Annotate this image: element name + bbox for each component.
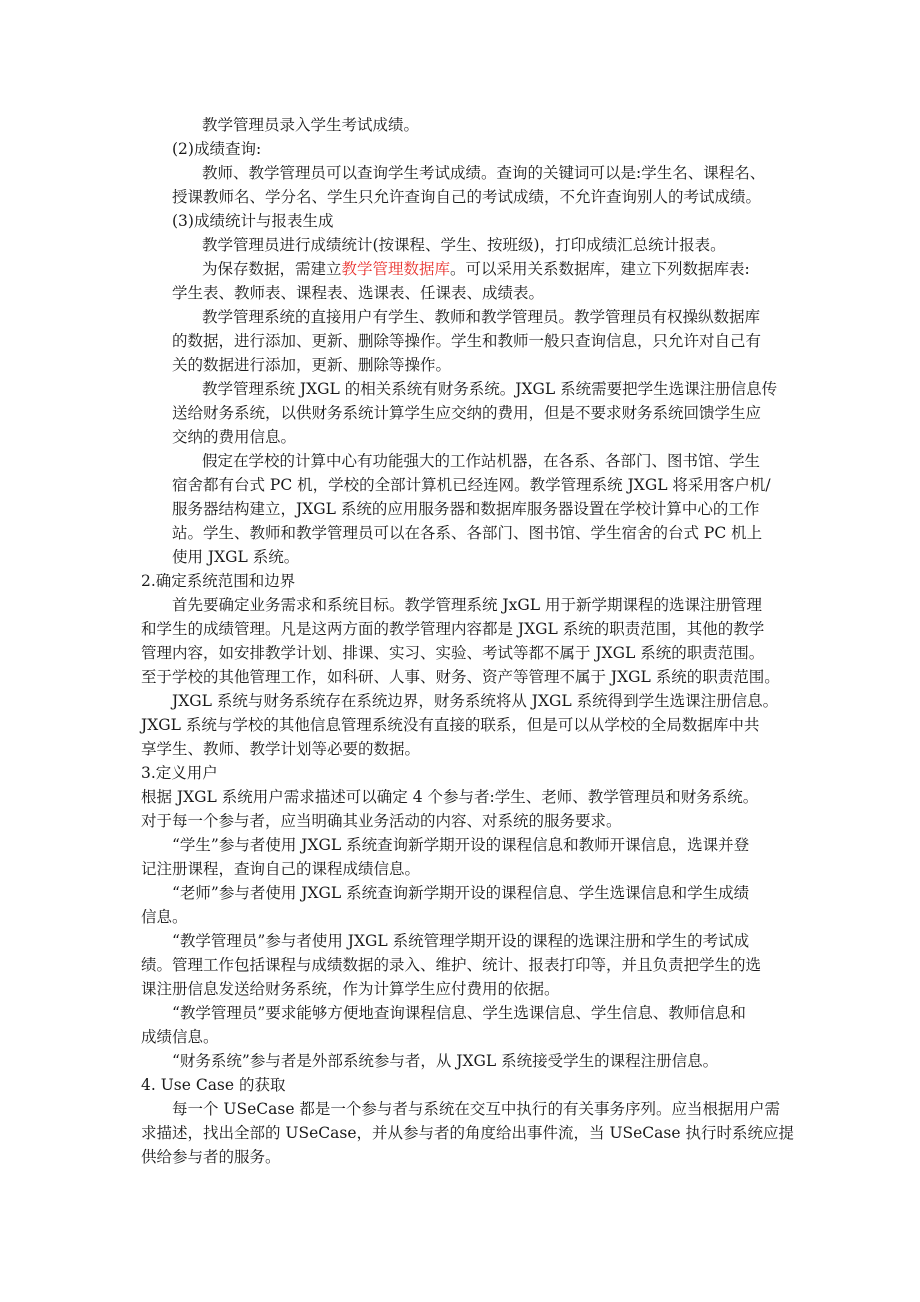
paragraph-line: “财务系统”参与者是外部系统参与者，从 JXGL 系统接受学生的课程注册信息。 <box>172 1052 719 1070</box>
paragraph-line: 教学管理员录入学生考试成绩。 <box>202 116 420 134</box>
text-run: 。可以采用关系数据库，建立下列数据库表: <box>450 260 750 278</box>
paragraph-line: “老师”参与者使用 JXGL 系统查询新学期开设的课程信息、学生选课信息和学生成绩 <box>172 884 750 902</box>
paragraph-line: 服务器结构建立，JXGL 系统的应用服务器和数据库服务器设置在学校计算中心的工作 <box>172 500 760 518</box>
database-link[interactable]: 教学管理数据库 <box>341 260 451 278</box>
paragraph-line: 假定在学校的计算中心有功能强大的工作站机器，在各系、各部门、图书馆、学生 <box>202 452 761 470</box>
paragraph-line: “学生”参与者使用 JXGL 系统查询新学期开设的课程信息和教师开课信息，选课并登 <box>172 836 750 854</box>
paragraph-line: 供给参与者的服务。 <box>141 1148 281 1166</box>
section-heading: (3)成绩统计与报表生成 <box>172 212 334 230</box>
paragraph-line: 的数据，进行添加、更新、删除等操作。学生和教师一般只查询信息，只允许对自己有 <box>172 332 762 350</box>
paragraph-line: 授课教师名、学分名、学生只允许查询自己的考试成绩，不允许查询别人的考试成绩。 <box>172 188 762 206</box>
paragraph-line: 教学管理员进行成绩统计(按课程、学生、按班级)，打印成绩汇总统计报表。 <box>202 236 726 254</box>
paragraph-line: 管理内容，如安排教学计划、排课、实习、实验、考试等都不属于 JXGL 系统的职责范围。 <box>141 644 765 662</box>
text-run: 为保存数据，需建立 <box>202 260 342 278</box>
paragraph-line <box>202 258 750 280</box>
paragraph-line: 学生表、教师表、课程表、选课表、任课表、成绩表。 <box>172 284 545 302</box>
paragraph-line: 教师、教学管理员可以查询学生考试成绩。查询的关键词可以是:学生名、课程名、 <box>202 164 766 182</box>
paragraph-line: 站。学生、教师和教学管理员可以在各系、各部门、图书馆、学生宿舍的台式 PC 机上 <box>172 524 763 542</box>
paragraph-line: 绩。管理工作包括课程与成绩数据的录入、维护、统计、报表打印等，并且负责把学生的选 <box>141 956 762 974</box>
paragraph-line: 信息。 <box>141 908 188 926</box>
paragraph-line: JXGL 系统与财务系统存在系统边界，财务系统将从 JXGL 系统得到学生选课注册信息。 <box>172 692 779 710</box>
section-heading: 2.确定系统范围和边界 <box>141 572 296 590</box>
paragraph-line: 交纳的费用信息。 <box>172 428 297 446</box>
paragraph-line: “教学管理员”要求能够方便地查询课程信息、学生选课信息、学生信息、教师信息和 <box>172 1004 746 1022</box>
paragraph-line: 成绩信息。 <box>141 1028 219 1046</box>
paragraph-line: 送给财务系统，以供财务系统计算学生应交纳的费用，但是不要求财务系统回馈学生应 <box>172 404 762 422</box>
paragraph-line: 根据 JXGL 系统用户需求描述可以确定 4 个参与者:学生、老师、教学管理员和财务系统。 <box>141 788 759 806</box>
paragraph-line: 至于学校的其他管理工作，如科研、人事、财务、资产等管理不属于 JXGL 系统的职责范围。 <box>141 668 780 686</box>
paragraph-line: 享学生、教师、教学计划等必要的数据。 <box>141 740 421 758</box>
paragraph-line: “教学管理员”参与者使用 JXGL 系统管理学期开设的课程的选课注册和学生的考试成 <box>172 932 750 950</box>
paragraph-line: 教学管理系统 JXGL 的相关系统有财务系统。JXGL 系统需要把学生选课注册信息传 <box>202 380 778 398</box>
section-heading: 3.定义用户 <box>141 764 218 782</box>
paragraph-line: 使用 JXGL 系统。 <box>172 548 300 566</box>
paragraph-line: 和学生的成绩管理。凡是这两方面的教学管理内容都是 JXGL 系统的职责范围，其他的教学 <box>141 620 765 638</box>
paragraph-line: 教学管理系统的直接用户有学生、教师和教学管理员。教学管理员有权操纵数据库 <box>202 308 761 326</box>
section-heading: (2)成绩查询: <box>172 140 262 158</box>
paragraph-line: JXGL 系统与学校的其他信息管理系统没有直接的联系，但是可以从学校的全局数据库中共 <box>141 716 760 734</box>
paragraph-line: 课注册信息发送给财务系统，作为计算学生应付费用的依据。 <box>141 980 560 998</box>
paragraph-line: 对于每一个参与者，应当明确其业务活动的内容、对系统的服务要求。 <box>141 812 622 830</box>
paragraph-line: 首先要确定业务需求和系统目标。教学管理系统 JxGL 用于新学期课程的选课注册管理 <box>172 596 762 614</box>
paragraph-line: 记注册课程，查询自己的课程成绩信息。 <box>141 860 421 878</box>
paragraph-line: 每一个 USeCase 都是一个参与者与系统在交互中执行的有关事务序列。应当根据用户需 <box>172 1100 780 1118</box>
section-heading: 4. Use Case 的获取 <box>141 1076 286 1094</box>
paragraph-line: 宿舍都有台式 PC 机，学校的全部计算机已经连网。教学管理系统 JXGL 将采用客户机/ <box>172 476 771 494</box>
paragraph-line: 求描述，找出全部的 USeCase，并从参与者的角度给出事件流，当 USeCase 执行时系统应提 <box>141 1124 794 1142</box>
paragraph-line: 关的数据进行添加，更新、删除等操作。 <box>172 356 452 374</box>
